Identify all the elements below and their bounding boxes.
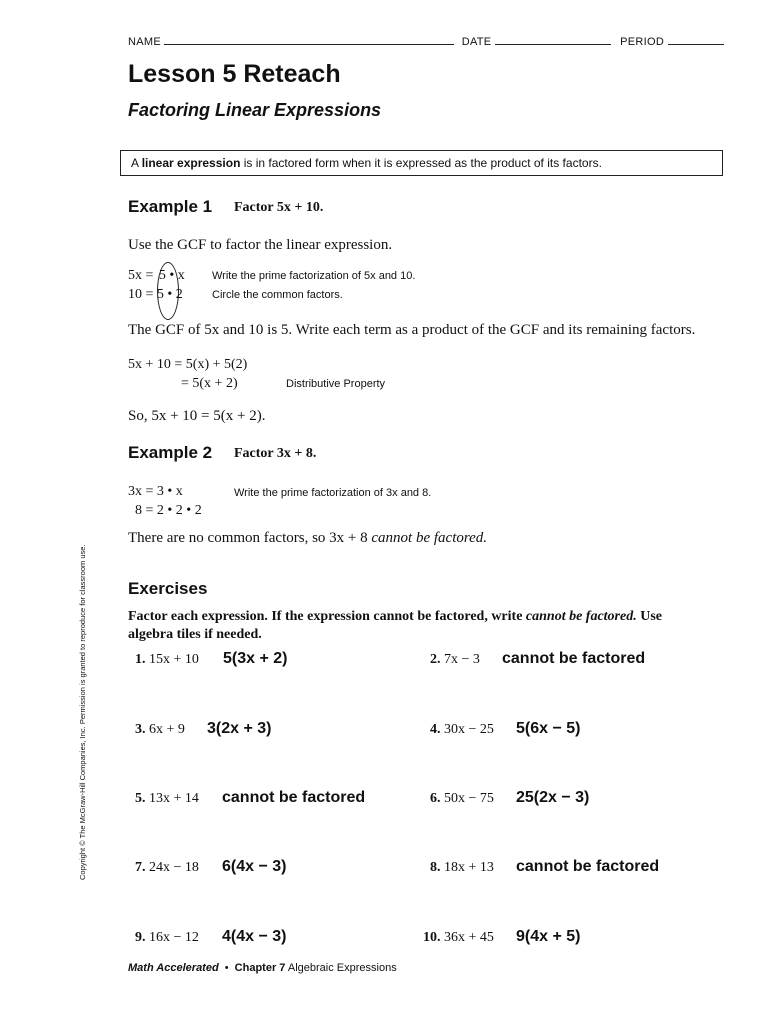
exercises-heading: Exercises	[128, 579, 208, 598]
date-label: DATE	[461, 36, 492, 48]
definition-text: is in factored form when it is expressed as the product of its factors.	[240, 156, 602, 170]
footer-bullet: •	[224, 962, 229, 974]
example1-heading: Example 1	[128, 197, 213, 216]
exercises-instructions	[128, 608, 728, 644]
footer-book: Math Accelerated	[128, 962, 219, 974]
period-label: PERIOD	[620, 36, 665, 48]
name-label: NAME	[128, 36, 161, 48]
exercise-6-answer: 25(2x − 3)	[516, 789, 590, 806]
example1-prompt: Factor 5x + 10.	[234, 200, 324, 215]
exercise-10	[423, 930, 494, 946]
example2-conclusion	[128, 530, 487, 547]
lesson-title: Lesson 5 Reteach	[128, 60, 341, 88]
exercise-8-answer: cannot be factored	[516, 858, 660, 875]
line2-factor: 5	[156, 287, 164, 302]
exercise-9-answer: 4(4x − 3)	[222, 928, 287, 945]
exercise-expression: 6x + 9	[149, 722, 185, 737]
exercise-number: 10.	[423, 930, 441, 945]
example2-conclusion-text: There are no common factors, so 3x + 8	[128, 530, 372, 546]
example1-step1: 5x + 10 = 5(x) + 5(2)	[128, 357, 248, 372]
definition-term: linear expression	[141, 156, 241, 170]
exercise-8	[430, 860, 494, 876]
example1-intro: Use the GCF to factor the linear expression.	[128, 237, 393, 253]
exercise-3	[135, 722, 185, 738]
line1-rhs: • x	[165, 268, 185, 283]
example1-step2-note: Distributive Property	[286, 378, 386, 390]
definition-prefix: A	[131, 156, 142, 170]
instructions-end: Use	[636, 609, 663, 624]
line1-lhs: 5x =	[128, 268, 157, 283]
exercise-7	[135, 860, 199, 876]
exercise-number: 2.	[430, 652, 441, 667]
exercise-1	[135, 652, 199, 668]
definition-box	[120, 150, 723, 176]
exercise-9	[135, 930, 199, 946]
period-field[interactable]	[668, 34, 724, 45]
instructions-text: Factor each expression. If the expression cannot be factored, write	[128, 609, 526, 624]
example1-gcf-text: The GCF of 5x and 10 is 5. Write each term as a product of the GCF and its remaining factors.	[128, 322, 696, 338]
exercise-number: 8.	[430, 860, 441, 875]
instructions-line2: algebra tiles if needed.	[128, 627, 262, 642]
exercise-expression: 24x − 18	[149, 860, 199, 875]
example1-step2: = 5(x + 2)	[181, 376, 238, 391]
page-footer	[128, 962, 397, 974]
lesson-subtitle: Factoring Linear Expressions	[128, 100, 382, 120]
exercise-expression: 36x + 45	[444, 930, 494, 945]
exercise-expression: 13x + 14	[149, 791, 199, 806]
date-field[interactable]	[495, 34, 611, 45]
exercise-7-answer: 6(4x − 3)	[222, 858, 287, 875]
instructions-italic: cannot be factored.	[525, 609, 637, 624]
line1-factor: 5	[158, 268, 166, 283]
page-header	[128, 34, 728, 48]
line2-rhs: • 2	[163, 287, 183, 302]
footer-chapter: Chapter 7	[234, 962, 286, 974]
exercise-expression: 50x − 75	[444, 791, 494, 806]
example2-prompt: Factor 3x + 8.	[234, 446, 317, 461]
exercise-3-answer: 3(2x + 3)	[207, 720, 272, 737]
example2-note: Write the prime factorization of 3x and 8.	[234, 487, 432, 499]
line2-lhs: 10 =	[128, 287, 157, 302]
exercise-number: 9.	[135, 930, 146, 945]
exercise-4	[430, 722, 494, 738]
example1-note1: Write the prime factorization of 5x and 10.	[212, 270, 416, 282]
exercise-expression: 7x − 3	[444, 652, 480, 667]
example1-note2: Circle the common factors.	[212, 289, 343, 301]
example1-line2	[128, 287, 183, 303]
exercise-10-answer: 9(4x + 5)	[516, 928, 581, 945]
copyright-notice: Copyright © The McGraw-Hill Companies, Inc. Permission is granted to reproduce for classroom use.	[78, 544, 87, 880]
exercise-number: 3.	[135, 722, 146, 737]
exercise-expression: 18x + 13	[444, 860, 494, 875]
exercise-5-answer: cannot be factored	[222, 789, 366, 806]
exercise-6	[430, 791, 494, 807]
exercise-expression: 30x − 25	[444, 722, 494, 737]
exercise-5	[135, 791, 199, 807]
example2-line2: 8 = 2 • 2 • 2	[135, 503, 202, 518]
exercise-expression: 16x − 12	[149, 930, 199, 945]
exercise-1-answer: 5(3x + 2)	[223, 650, 288, 667]
exercise-number: 7.	[135, 860, 146, 875]
exercise-number: 1.	[135, 652, 146, 667]
example2-conclusion-italic: cannot be factored.	[371, 530, 488, 546]
example1-conclusion: So, 5x + 10 = 5(x + 2).	[128, 408, 266, 424]
footer-chapter-title: Algebraic Expressions	[287, 962, 397, 974]
exercise-number: 6.	[430, 791, 441, 806]
example2-line1: 3x = 3 • x	[128, 484, 183, 499]
exercise-number: 4.	[430, 722, 441, 737]
exercise-2	[430, 652, 480, 668]
example2-heading: Example 2	[128, 443, 213, 462]
example1-line1	[128, 268, 185, 284]
exercise-2-answer: cannot be factored	[502, 650, 646, 667]
exercise-expression: 15x + 10	[149, 652, 199, 667]
name-field[interactable]	[164, 34, 454, 45]
exercise-number: 5.	[135, 791, 146, 806]
exercise-4-answer: 5(6x − 5)	[516, 720, 581, 737]
